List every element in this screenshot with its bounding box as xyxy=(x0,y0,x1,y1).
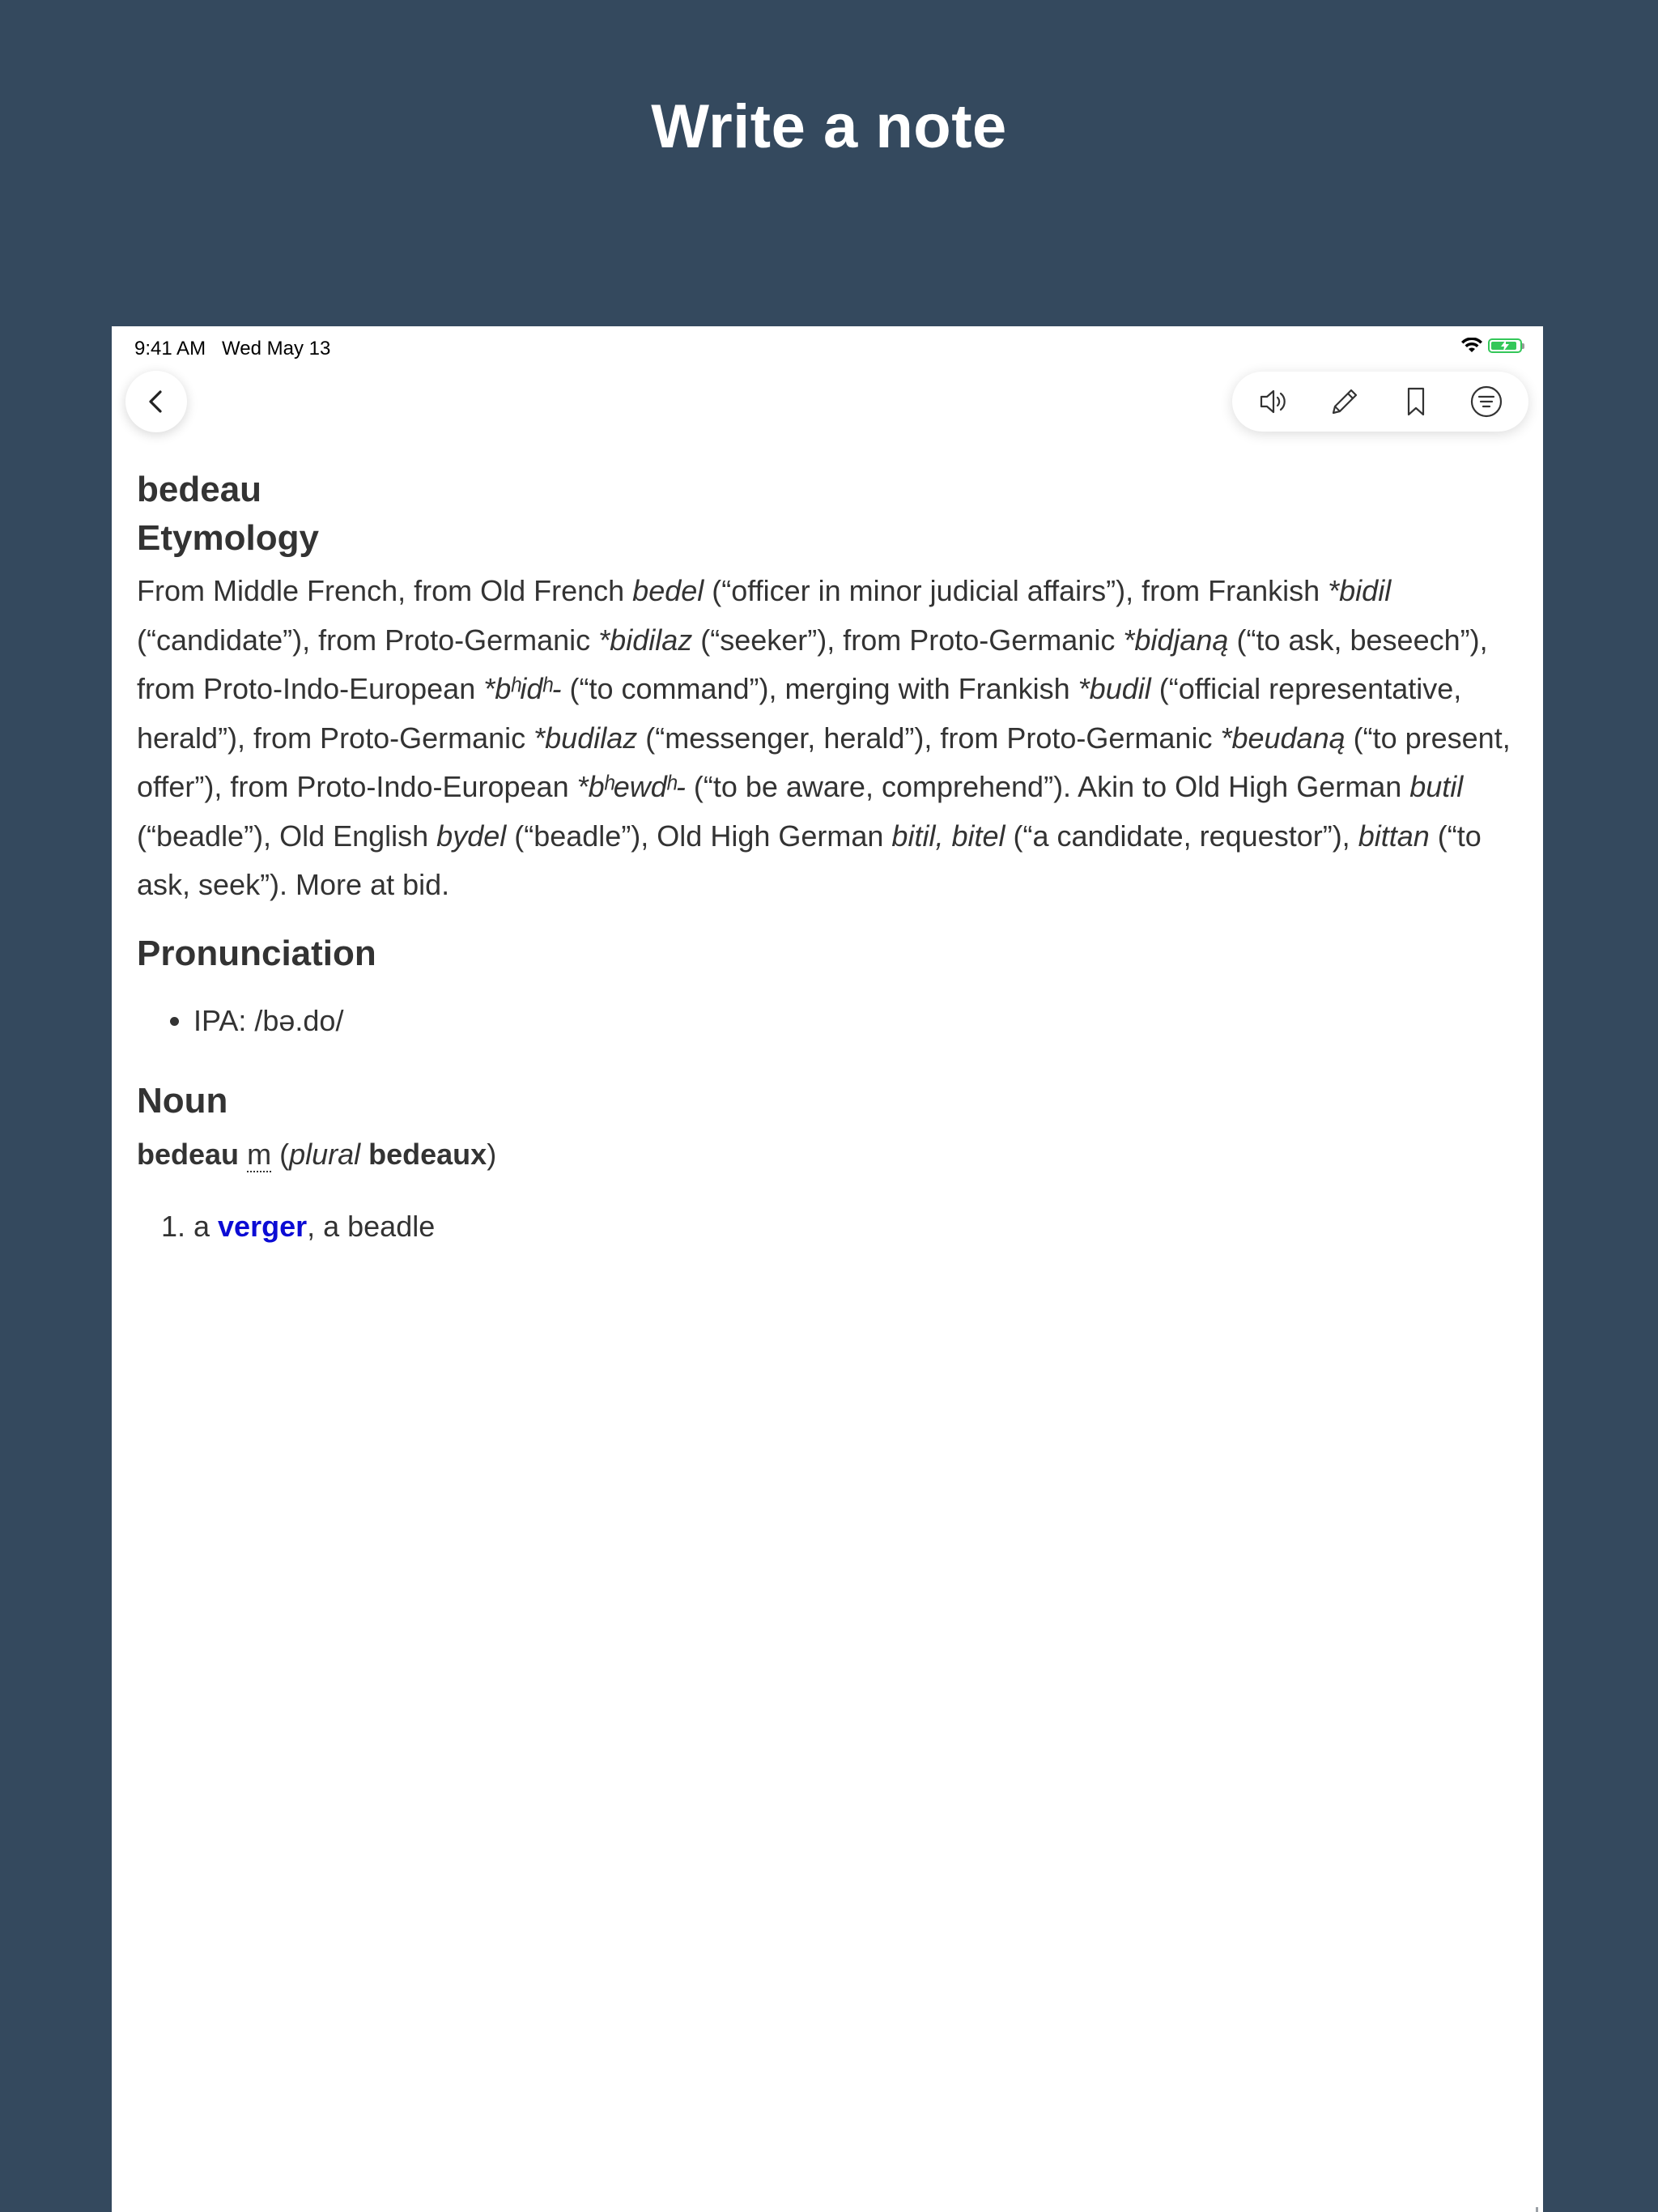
etymology-segment: (“messenger, herald”), from Proto-Germanic xyxy=(637,721,1221,755)
etymon-term: bydel xyxy=(436,819,507,853)
entry-content xyxy=(137,466,1521,1247)
etymology-segment: (“beadle”), Old English xyxy=(137,819,437,853)
etymology-segment: (“to ask, beseech”), from Proto-Indo-European xyxy=(137,623,1488,705)
etymon-term: bittan xyxy=(1358,819,1430,853)
etymology-segment: (“beadle”), Old High German xyxy=(506,819,892,853)
etymology-segment: From Middle French, from Old French xyxy=(137,574,633,607)
back-chevron-icon xyxy=(142,387,171,416)
headword: bedeau xyxy=(137,470,262,509)
status-indicators xyxy=(1460,338,1522,354)
gender-abbr: m xyxy=(247,1137,272,1171)
etymon-term: bitil, bitel xyxy=(891,819,1005,853)
etymology-text xyxy=(137,567,1521,910)
close-paren: ) xyxy=(487,1137,497,1171)
noun-headword: bedeau xyxy=(137,1137,240,1171)
etymon-term: *budilaz xyxy=(534,721,638,755)
etymology-segment: (“to present, offer”), from Proto-Indo-European xyxy=(137,721,1511,803)
etymon-term: *bidil xyxy=(1328,574,1392,607)
etymology-segment: (“official representative, herald”), from Proto-Germanic xyxy=(137,672,1462,755)
pencil-icon xyxy=(1327,384,1363,419)
write-note-button[interactable] xyxy=(1320,377,1369,426)
promo-title: Write a note xyxy=(651,92,1007,161)
pronunciation-heading: Pronunciation xyxy=(137,933,376,973)
bookmark-icon xyxy=(1398,384,1434,419)
wifi-icon xyxy=(1460,338,1483,354)
bookmark-button[interactable] xyxy=(1392,377,1440,426)
etymon-term: *budil xyxy=(1078,672,1151,705)
menu-button[interactable] xyxy=(1462,377,1511,426)
status-bar xyxy=(112,326,1543,372)
pronunciation-list xyxy=(137,1001,1521,1041)
speaker-icon xyxy=(1256,384,1292,419)
plural-label: plural xyxy=(289,1137,361,1171)
noun-form-line xyxy=(137,1132,1521,1177)
open-paren: ( xyxy=(271,1137,290,1171)
sense-item xyxy=(193,1206,1521,1247)
etymon-term: *bʰidʰ- xyxy=(483,672,562,705)
battery-cap xyxy=(1522,343,1524,349)
etymology-segment: (“a candidate, requestor”), xyxy=(1005,819,1358,853)
device-screen xyxy=(112,326,1543,2212)
etymon-term: *bidilaz xyxy=(598,623,693,657)
scroll-indicator xyxy=(1536,2207,1538,2212)
etymology-segment: (“to ask, seek”). More at bid. xyxy=(137,819,1482,901)
back-button[interactable] xyxy=(125,371,187,432)
menu-lines-icon xyxy=(1469,384,1504,419)
sense-prefix: a xyxy=(193,1209,219,1243)
etymology-segment: (“candidate”), from Proto-Germanic xyxy=(137,623,599,657)
battery-icon xyxy=(1488,338,1522,353)
etymon-term: butil xyxy=(1409,770,1464,803)
pronunciation-item: • IPA: /bə.do/ xyxy=(193,1001,1521,1041)
etymology-segment: (“officer in minor judicial affairs”), from Frankish xyxy=(704,574,1329,607)
etymon-term: bedel xyxy=(632,574,704,607)
etymology-segment: (“seeker”), from Proto-Germanic xyxy=(692,623,1124,657)
toolbar xyxy=(1232,372,1528,432)
etymon-term: *bidjaną xyxy=(1123,623,1229,657)
plural-word: bedeaux xyxy=(368,1137,487,1171)
sense-list xyxy=(137,1206,1521,1247)
verger-link[interactable]: verger xyxy=(218,1209,308,1243)
etymology-segment: (“to command”), merging with Frankish xyxy=(561,672,1078,705)
status-time-date: 9:41 AM Wed May 13 xyxy=(134,338,331,359)
speak-button[interactable] xyxy=(1250,377,1299,426)
noun-heading: Noun xyxy=(137,1080,228,1121)
etymology-segment: (“to be aware, comprehend”). Akin to Old High German xyxy=(685,770,1410,803)
sense-suffix: , a beadle xyxy=(307,1209,436,1243)
etymology-heading: Etymology xyxy=(137,518,319,558)
etymon-term: *bʰewdʰ- xyxy=(576,770,686,803)
charging-bolt-icon xyxy=(1499,340,1511,351)
etymon-term: *beudaną xyxy=(1220,721,1346,755)
